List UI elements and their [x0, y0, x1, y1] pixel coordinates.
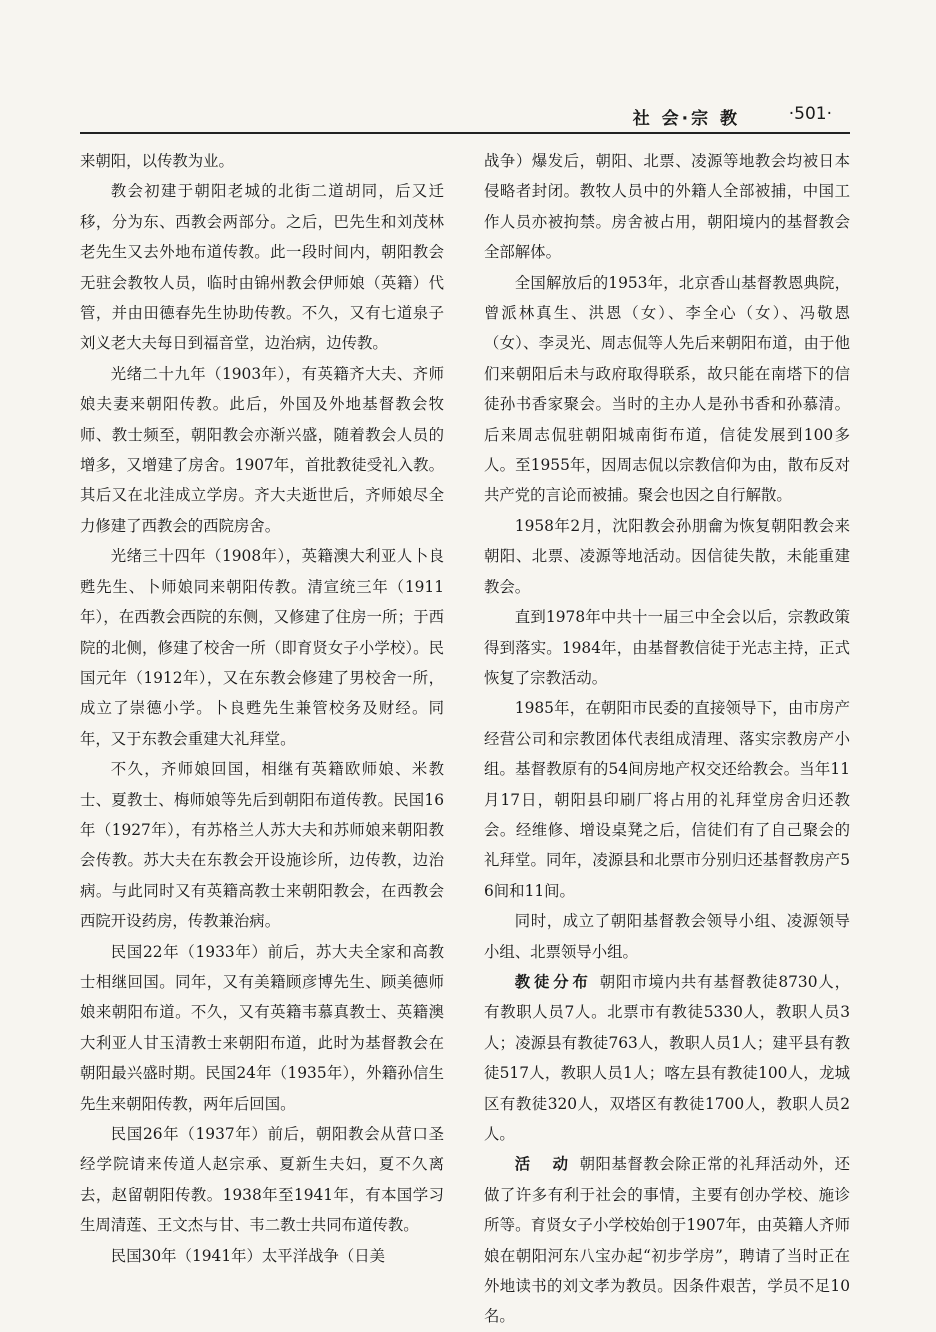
section-activities: [484, 1149, 850, 1331]
paragraph: 来朝阳，以传教为业。: [80, 152, 234, 170]
right-column: [484, 146, 850, 1332]
activities-text: 朝阳基督教会除正常的礼拜活动外，还做了许多有利于社会的事情，主要有创办学校、施诊所等。育贤女子小学校始创于1907年，由英籍人齐师娘在朝阳河东八宝办起“初步学房”，聘请了当时正在外地读书的刘文孝为教员。因条件艰苦，学员不足10名。: [484, 1155, 850, 1326]
paragraph: 直到1978年中共十一届三中全会以后，宗教政策得到落实。1984年，由基督教信徒于光志主持，正式恢复了宗教活动。: [484, 608, 850, 687]
distribution-text: 朝阳市境内共有基督教徒8730人，有教职人员7人。北票市有教徒5330人，教职人员3人；凌源县有教徒763人，教职人员1人；建平县有教徒517人，教职人员1人；喀左县有教徒100人，龙城区有教徒320人，双塔区有教徒1700人，教职人员2人。: [484, 972, 850, 1143]
section-title: 社 会·宗 教: [632, 109, 740, 129]
paragraph: 不久，齐师娘回国，相继有英籍欧师娘、米教士、夏教士、梅师娘等先后到朝阳布道传教。民国16年（1927年），有苏格兰人苏大夫和苏师娘来朝阳教会传教。苏大夫在东教会开设施诊所，边传教，边治病。与此同时又有英籍高教士来朝阳教会，在西教会西院开设药房，传教兼治病。: [80, 760, 444, 931]
paragraph: 民国30年（1941年）太平洋战争（日美: [110, 1246, 386, 1265]
paragraph: 民国26年（1937年）前后，朝阳教会从营口圣经学院请来传道人赵宗承、夏新生夫妇，夏不久离去，赵留朝阳传教。1938年至1941年，有本国学习生周清莲、王文杰与甘、韦二教士共同布道传教。: [80, 1125, 444, 1235]
page-number: ·501·: [788, 104, 832, 124]
section-distribution: [484, 967, 850, 1149]
header-rule: [80, 132, 850, 134]
activities-heading: 活 动: [514, 1155, 572, 1174]
page-header: [80, 98, 850, 132]
paragraph: 民国22年（1933年）前后，苏大夫全家和高教士相继回国。同年，又有美籍顾彦博先生、顾美德师娘来朝阳布道。不久，又有英籍韦慕真教士、英籍澳大利亚人甘玉清教士来朝阳布道，此时为基督教会在朝阳最兴盛时期。民国24年（1935年），外籍孙信生先生来朝阳传教，两年后回国。: [80, 942, 444, 1113]
paragraph: 光绪三十四年（1908年），英籍澳大利亚人卜良甦先生、卜师娘同来朝阳传教。清宣统三年（1911年），在西教会西院的东侧，又修建了住房一所；于西院的北侧，修建了校舍一所（即育贤女子小学校）。民国元年（1912年），又在东教会修建了男校舍一所，成立了崇德小学。卜良甦先生兼管校务及财经。同年，又于东教会重建大礼拜堂。: [80, 547, 444, 748]
paragraph: 1958年2月，沈阳教会孙朋龠为恢复朝阳教会来朝阳、北票、凌源等地活动。因信徒失散，未能重建教会。: [484, 516, 850, 596]
paragraph: 1985年，在朝阳市民委的直接领导下，由市房产经营公司和宗教团体代表组成清理、落实宗教房产小组。基督教原有的54间房地产权交还给教会。当年11月17日，朝阳县印刷厂将占用的礼拜堂房舍归还教会。经维修、增设桌凳之后，信徒们有了自己聚会的礼拜堂。同年，凌源县和北票市分别归还基督教房产56间和11间。: [484, 699, 850, 900]
left-column: [80, 146, 444, 1271]
distribution-heading: 教徒分布: [514, 972, 592, 991]
paragraph: 全国解放后的1953年，北京香山基督教恩典院，曾派林真生、洪恩（女）、李全心（女）、冯敬恩（女）、李灵光、周志侃等人先后来朝阳布道，由于他们来朝阳后未与政府取得联系，故只能在南塔下的信徒孙书香家聚会。当时的主办人是孙书香和孙慕清。后来周志侃驻朝阳城南街布道，信徒发展到100多人。至1955年，因周志侃以宗教信仰为由，散布反对共产党的言论而被捕。聚会也因之自行解散。: [484, 273, 850, 505]
paragraph: 光绪二十九年（1903年），有英籍齐大夫、齐师娘夫妻来朝阳传教。此后，外国及外地基督教会牧师、教士频至，朝阳教会亦渐兴盛，随着教会人员的增多，又增建了房舍。1907年，首批教徒受礼入教。其后又在北洼成立学房。齐大夫逝世后，齐师娘尽全力修建了西教会的西院房舍。: [80, 364, 444, 535]
paragraph: 同时，成立了朝阳基督教会领导小组、凌源领导小组、北票领导小组。: [484, 912, 850, 961]
paragraph: 教会初建于朝阳老城的北街二道胡同，后又迁移，分为东、西教会两部分。之后，巴先生和刘茂林老先生又去外地布道传教。此一段时间内，朝阳教会无驻会教牧人员，临时由锦州教会伊师娘（英籍）代管，并由田德春先生协助传教。不久，又有七道泉子刘义老大夫每日到福音堂，边治病，边传教。: [80, 182, 444, 353]
paragraph: 战争）爆发后，朝阳、北票、凌源等地教会均被日本侵略者封闭。教牧人员中的外籍人全部被捕，中国工作人员亦被拘禁。房舍被占用，朝阳境内的基督教会全部解体。: [484, 152, 850, 262]
